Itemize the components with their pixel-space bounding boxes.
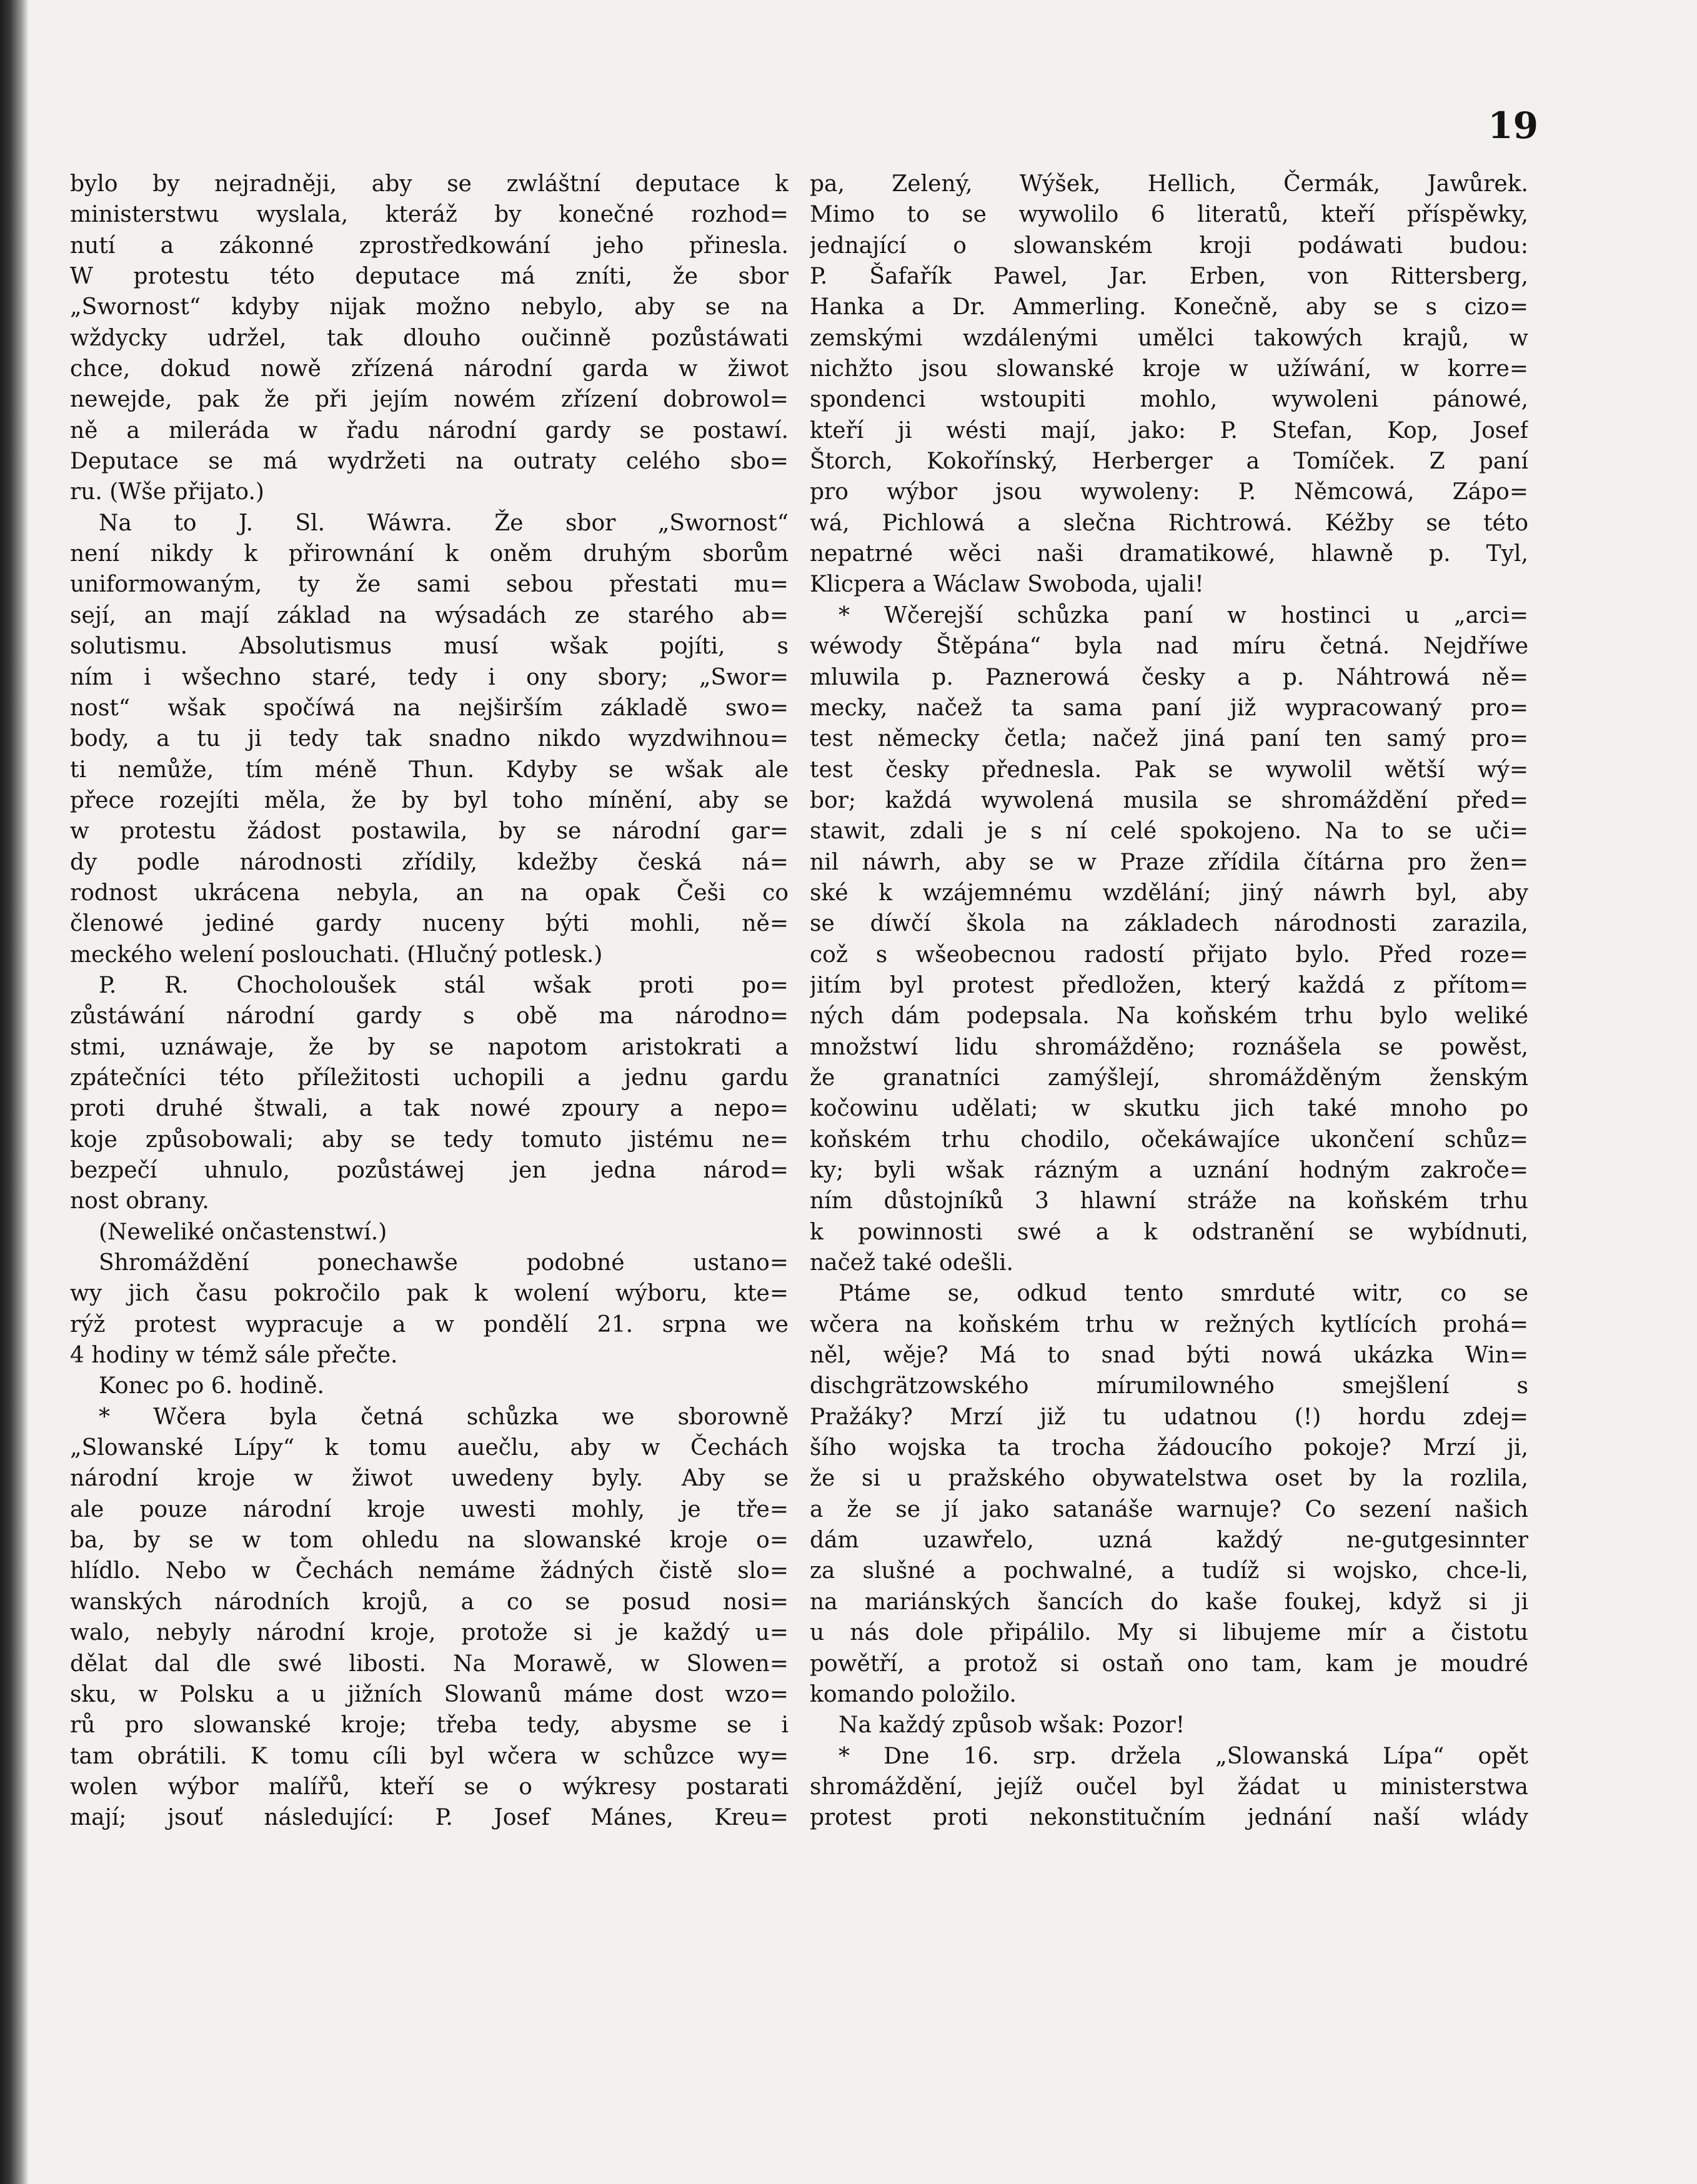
text-line: sku, w Polsku a u jižních Slowanů máme dost wzo= [70, 1681, 789, 1707]
text-line: tam obrátili. K tomu cíli byl wčera w schůzce wy= [70, 1743, 789, 1769]
text-line: P. R. Chocholoušek stál wšak proti po= [99, 972, 789, 998]
text-line: protest proti nekonstitučním jednání naší wlády [810, 1805, 1528, 1831]
text-line: mají; jsouť následující: P. Josef Mánes, Kreu= [70, 1805, 789, 1831]
text-line: členowé jediné gardy nuceny býti mohli, ně= [70, 911, 789, 937]
text-line: dělat dal dle swé libosti. Na Morawě, w Slowen= [70, 1650, 789, 1677]
text-line: proti druhé štwali, a tak nowé zpoury a nepo= [70, 1096, 789, 1122]
text-line: ti nemůže, tím méně Thun. Kdyby se wšak ale [70, 757, 789, 783]
text-line: nutí a zákonné zprostředkowání jeho přinesla. [70, 232, 789, 259]
text-line: ky; byli wšak rázným a uznání hodným zakroče= [810, 1158, 1528, 1183]
text-line: bylo by nejradněji, aby se zwláštní deputace k [70, 171, 789, 197]
text-line: a že se jí jako satanáše warnuje? Co sezení našich [810, 1496, 1528, 1522]
text-line: wčera na koňském trhu w režných kytlících prohá= [810, 1311, 1528, 1338]
page-binding-shadow [0, 0, 29, 2184]
text-line: „Slowanské Lípy“ k tomu auečlu, aby w Čechách [70, 1435, 789, 1461]
text-line: chce, dokud nowě zřízená národní garda w žiwot [70, 356, 789, 382]
right-text-column [810, 169, 1528, 1834]
text-line: sejí, an mají základ na wýsadách ze starého ab= [70, 602, 789, 628]
text-line: walo, nebyly národní kroje, protože si je každý u= [70, 1620, 789, 1646]
text-line: za slušné a pochwalné, a tudíž si wojsko, chce-li, [810, 1558, 1528, 1584]
text-line: zemskými wzdálenými umělci takowých krajů, w [810, 325, 1528, 351]
text-line: komando položilo. [810, 1681, 1017, 1707]
text-line: pa, Zelený, Wýšek, Hellich, Čermák, Jawůrek. [810, 171, 1528, 197]
text-line: wždycky udržel, tak dlouho oučinně pozůstáwati [70, 325, 789, 351]
text-line: jitím byl protest předložen, který každá z přítom= [810, 972, 1528, 998]
text-line: ba, by se w tom ohledu na slowanské kroje o= [70, 1527, 789, 1554]
text-line: wéwody Štěpána“ byla nad míru četná. Nejdříwe [810, 633, 1528, 660]
text-line: * Wčera byla četná schůzka we sborowně [99, 1404, 789, 1430]
text-line: jednající o slowanském kroji podáwati budou: [810, 232, 1528, 259]
text-line: bor; každá wywolená musila se shromáždění před= [810, 787, 1528, 813]
text-line: k powinnosti swé a k odstranění se wybídnuti, [810, 1219, 1528, 1245]
text-line: rýž protest wypracuje a w pondělí 21. srpna we [70, 1311, 789, 1338]
text-line: w protestu žádost postawila, by se národní gar= [70, 818, 789, 845]
text-line: ru. (Wše přijato.) [70, 479, 264, 505]
text-line: „Swornost“ kdyby nijak možno nebylo, aby se na [70, 294, 789, 320]
text-line: nepatrné wěci naši dramatikowé, hlawně p. Tyl, [810, 541, 1528, 567]
text-line: ministerstwu wyslala, kteráž by konečné rozhod= [70, 202, 789, 228]
text-line: P. Šafařík Pawel, Jar. Erben, von Rittersberg, [810, 264, 1528, 290]
text-line: není nikdy k přirownání k oněm druhým sborům [70, 541, 789, 567]
text-line: Shromáždění ponechawše podobné ustano= [99, 1250, 789, 1276]
text-line: wolen wýbor malířů, kteří se o wýkresy postarati [70, 1774, 789, 1800]
text-line: ním i wšechno staré, tedy i ony sbory; „Swor= [70, 664, 789, 690]
text-line: Konec po 6. hodině. [99, 1373, 325, 1399]
text-line: test česky přednesla. Pak se wywolil wětší wý= [810, 757, 1528, 783]
text-line: zpátečníci této příležitosti uchopili a jednu gardu [70, 1065, 789, 1091]
text-line: newejde, pak že při jejím nowém zřízení dobrowol= [70, 387, 789, 413]
text-line: rů pro slowanské kroje; třeba tedy, abysme se i [70, 1712, 789, 1739]
text-line: spondenci wstoupiti mohlo, wywoleni pánowé, [810, 387, 1528, 413]
text-line: něl, wěje? Má to snad býti nowá ukázka Win= [810, 1343, 1528, 1369]
text-line: což s wšeobecnou radostí přijato bylo. Před roze= [810, 941, 1528, 968]
text-line: šího wojska ta trocha žádoucího pokoje? Mrzí ji, [810, 1435, 1528, 1461]
text-line: shromáždění, jejíž oučel byl žádat u ministerstwa [810, 1774, 1528, 1800]
text-line: wá, Pichlowá a slečna Richtrowá. Kéžby se této [810, 510, 1528, 536]
text-line: ním důstojníků 3 hlawní stráže na koňském trhu [810, 1188, 1528, 1214]
text-line: že granatníci zamýšlejí, shromážděným ženským [810, 1065, 1528, 1091]
text-line: rodnost ukrácena nebyla, an na opak Češi co [70, 880, 789, 906]
text-line: stmi, uznáwaje, že by se napotom aristokrati a [70, 1034, 789, 1060]
text-line: solutismu. Absolutismus musí wšak pojíti, s [70, 633, 789, 660]
text-line: kočowinu udělati; w skutku jich také mnoho po [810, 1096, 1528, 1122]
text-line: Na každý způsob wšak: Pozor! [839, 1712, 1185, 1739]
text-line: bezpečí uhnulo, pozůstáwej jen jedna národ= [70, 1158, 789, 1183]
text-line: koňském trhu chodilo, očekáwajíce ukončení schůz= [810, 1126, 1528, 1153]
text-line: nichžto jsou slowanské kroje w užíwání, w korre= [810, 356, 1528, 382]
text-line: národní kroje w žiwot uwedeny byly. Aby se [70, 1466, 789, 1492]
text-line: Mimo to se wywolilo 6 literatů, kteří příspěwky, [810, 202, 1528, 228]
text-line: (Neweliké ončastenstwí.) [99, 1219, 387, 1245]
text-line: množstwí lidu shromážděno; roznášela se powěst, [810, 1034, 1528, 1060]
text-line: powětří, a protož si ostaň ono tam, kam je moudré [810, 1650, 1528, 1677]
text-line: nost obrany. [70, 1188, 209, 1214]
left-text-column [70, 169, 789, 1834]
text-line: Pražáky? Mrzí již tu udatnou (!) hordu zdej= [810, 1404, 1528, 1430]
text-line: ných dám podepsala. Na koňském trhu bylo weliké [810, 1003, 1528, 1030]
text-line: pro wýbor jsou wywoleny: P. Němcowá, Zápo= [810, 479, 1528, 505]
text-line: wanských národních krojů, a co se posud nosi= [70, 1589, 789, 1615]
text-line: se díwčí škola na základech národnosti zarazila, [810, 911, 1528, 937]
text-line: W protestu této deputace má zníti, že sbor [70, 264, 789, 290]
text-line: uniformowaným, ty že sami sebou přestati mu= [70, 572, 789, 598]
text-line: Deputace se má wydržeti na outraty celého sbo= [70, 449, 789, 475]
text-line: Hanka a Dr. Ammerling. Konečně, aby se s cizo= [810, 294, 1528, 320]
text-line: 4 hodiny w témž sále přečte. [70, 1343, 398, 1369]
text-line: koje způsobowali; aby se tedy tomuto jistému ne= [70, 1126, 789, 1153]
text-line: u nás dole připálilo. My si libujeme mír a čistotu [810, 1620, 1528, 1646]
text-line: kteří ji wésti mají, jako: P. Stefan, Kop, Josef [810, 417, 1528, 444]
text-line: * Dne 16. srp. držela „Slowanská Lípa“ opět [839, 1743, 1528, 1769]
text-line: nil náwrh, aby se w Praze zřídila čítárna pro žen= [810, 849, 1528, 875]
text-line: přece rozejíti měla, že by byl toho mínění, aby se [70, 787, 789, 813]
text-line: ale pouze národní kroje uwesti mohly, je tře= [70, 1496, 789, 1522]
text-line: Ptáme se, odkud tento smrduté witr, co se [839, 1281, 1528, 1307]
text-line: dischgrätzowského mírumilowného smejšlení s [810, 1373, 1528, 1399]
text-line: dy podle národnosti zřídily, kdežby česká ná= [70, 849, 789, 875]
text-line: nost“ wšak spočíwá na nejširším základě swo= [70, 695, 789, 721]
text-line: ské k wzájemnému wzdělání; jiný náwrh byl, aby [810, 880, 1528, 906]
text-line: body, a tu ji tedy tak snadno nikdo wyzdwihnou= [70, 726, 789, 752]
text-line: wy jich času pokročilo pak k wolení wýboru, kte= [70, 1281, 789, 1307]
text-line: dám uzawřelo, uzná každý ne-gutgesinnter [810, 1527, 1528, 1554]
text-line: test německy četla; načež jiná paní ten samý pro= [810, 726, 1528, 752]
text-line: mecky, načež ta sama paní již wypracowaný pro= [810, 695, 1528, 721]
text-line: zůstáwání národní gardy s obě ma národno= [70, 1003, 789, 1030]
text-line: mluwila p. Paznerowá česky a p. Náhtrowá ně= [810, 664, 1528, 690]
text-line: že si u pražského obywatelstwa oset by la rozlila, [810, 1466, 1528, 1492]
text-line: Na to J. Sl. Wáwra. Že sbor „Swornost“ [99, 510, 789, 536]
text-line: Klicpera a Wáclaw Swoboda, ujali! [810, 572, 1204, 598]
text-line: * Wčerejší schůzka paní w hostinci u „arci= [839, 602, 1528, 628]
text-line: Štorch, Kokořínský, Herberger a Tomíček. Z paní [810, 449, 1528, 475]
text-line: na mariánských šancích do kaše foukej, když si ji [810, 1589, 1528, 1615]
text-line: meckého welení poslouchati. (Hlučný potlesk.) [70, 941, 603, 968]
text-line: hlídlo. Nebo w Čechách nemáme žádných čistě slo= [70, 1558, 789, 1584]
text-line: stawit, zdali je s ní celé spokojeno. Na to se uči= [810, 818, 1528, 845]
text-line: načež také odešli. [810, 1250, 1013, 1276]
text-line: ně a mileráda w řadu národní gardy se postawí. [70, 417, 789, 444]
page-number: 19 [1488, 104, 1538, 147]
